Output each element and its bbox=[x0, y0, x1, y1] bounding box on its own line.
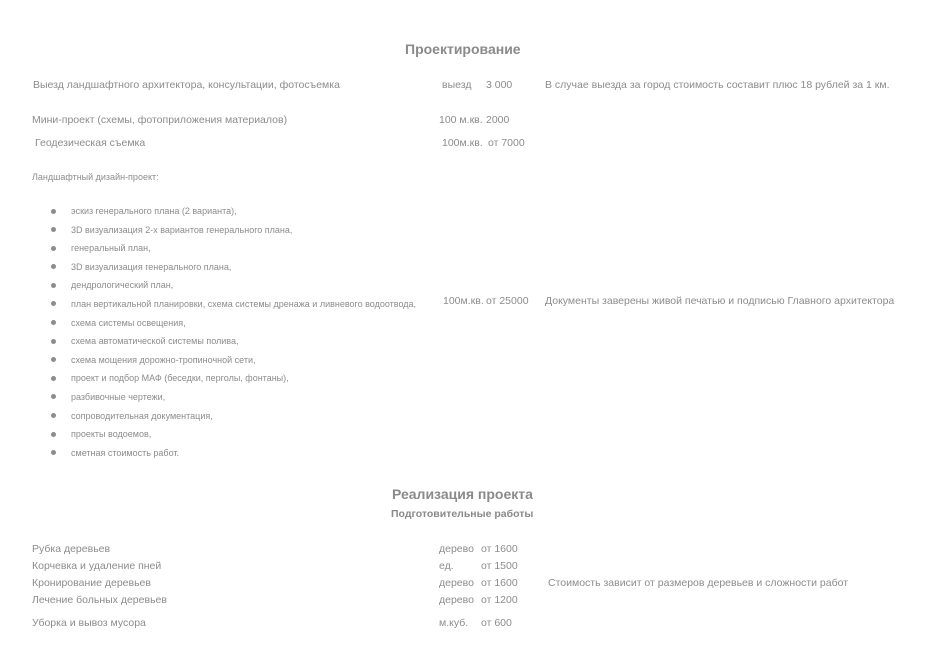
list-item: сметная стоимость работ. bbox=[48, 447, 416, 466]
work-price: от 1500 bbox=[481, 560, 518, 572]
work-name: Кронирование деревьев bbox=[32, 577, 151, 589]
work-price: от 1200 bbox=[481, 594, 518, 606]
list-item: дендрологический план, bbox=[48, 279, 416, 298]
list-item: сопроводительная документация, bbox=[48, 410, 416, 429]
work-unit: дерево bbox=[439, 594, 474, 606]
work-name: Рубка деревьев bbox=[32, 543, 111, 555]
list-item: план вертикальной планировки, схема системы дренажа и ливневого водоотвода, bbox=[48, 298, 416, 317]
list-item: разбивочные чертежи, bbox=[48, 391, 416, 410]
service-price: 3 000 bbox=[486, 79, 513, 91]
work-name: Корчевка и удаление пней bbox=[32, 560, 162, 572]
list-item: проект и подбор МАФ (беседки, перголы, фонтаны), bbox=[48, 372, 416, 391]
list-item: генеральный план, bbox=[48, 242, 416, 261]
service-note: В случае выезда за город стоимость составит плюс 18 рублей за 1 км. bbox=[545, 79, 890, 91]
service-name: Геодезическая съемка bbox=[35, 137, 146, 149]
work-name: Лечение больных деревьев bbox=[32, 594, 167, 606]
work-unit: м.куб. bbox=[439, 617, 469, 629]
work-price: от 600 bbox=[481, 617, 512, 629]
service-unit: 100 м.кв. bbox=[439, 114, 483, 126]
service-name: Выезд ландшафтного архитектора, консультации, фотосъемка bbox=[33, 79, 340, 91]
work-unit: дерево bbox=[439, 577, 474, 589]
service-unit: выезд bbox=[442, 79, 472, 91]
work-unit: дерево bbox=[439, 543, 474, 555]
section-title-realization: Реализация проекта bbox=[392, 486, 533, 502]
work-price: от 1600 bbox=[481, 543, 518, 555]
work-unit: ед. bbox=[439, 560, 454, 572]
work-name: Уборка и вывоз мусора bbox=[32, 617, 146, 629]
section-title-design: Проектирование bbox=[405, 41, 521, 57]
list-item: 3D визуализация генерального плана, bbox=[48, 261, 416, 280]
list-item: эскиз генерального плана (2 варианта), bbox=[48, 205, 416, 224]
list-item: проекты водоемов, bbox=[48, 428, 416, 447]
list-item: 3D визуализация 2-х вариантов генерального плана, bbox=[48, 224, 416, 243]
work-note: Стоимость зависит от размеров деревьев и сложности работ bbox=[548, 577, 849, 589]
landscape-project-list bbox=[48, 205, 416, 465]
landscape-project-price: от 25000 bbox=[486, 295, 529, 307]
list-item: схема мощения дорожно-тропиночной сети, bbox=[48, 354, 416, 373]
landscape-project-note: Документы заверены живой печатью и подписью Главного архитектора bbox=[545, 295, 895, 307]
list-item: схема системы освещения, bbox=[48, 317, 416, 336]
service-name: Мини-проект (схемы, фотоприложения материалов) bbox=[32, 114, 288, 126]
landscape-project-unit: 100м.кв. bbox=[443, 295, 484, 307]
service-price: 2000 bbox=[486, 114, 510, 126]
service-unit: 100м.кв. bbox=[442, 137, 483, 149]
list-item: схема автоматической системы полива, bbox=[48, 335, 416, 354]
section-subtitle-preparatory: Подготовительные работы bbox=[391, 508, 534, 520]
work-price: от 1600 bbox=[481, 577, 518, 589]
service-price: от 7000 bbox=[488, 137, 525, 149]
landscape-project-label: Ландшафтный дизайн-проект: bbox=[32, 172, 159, 182]
